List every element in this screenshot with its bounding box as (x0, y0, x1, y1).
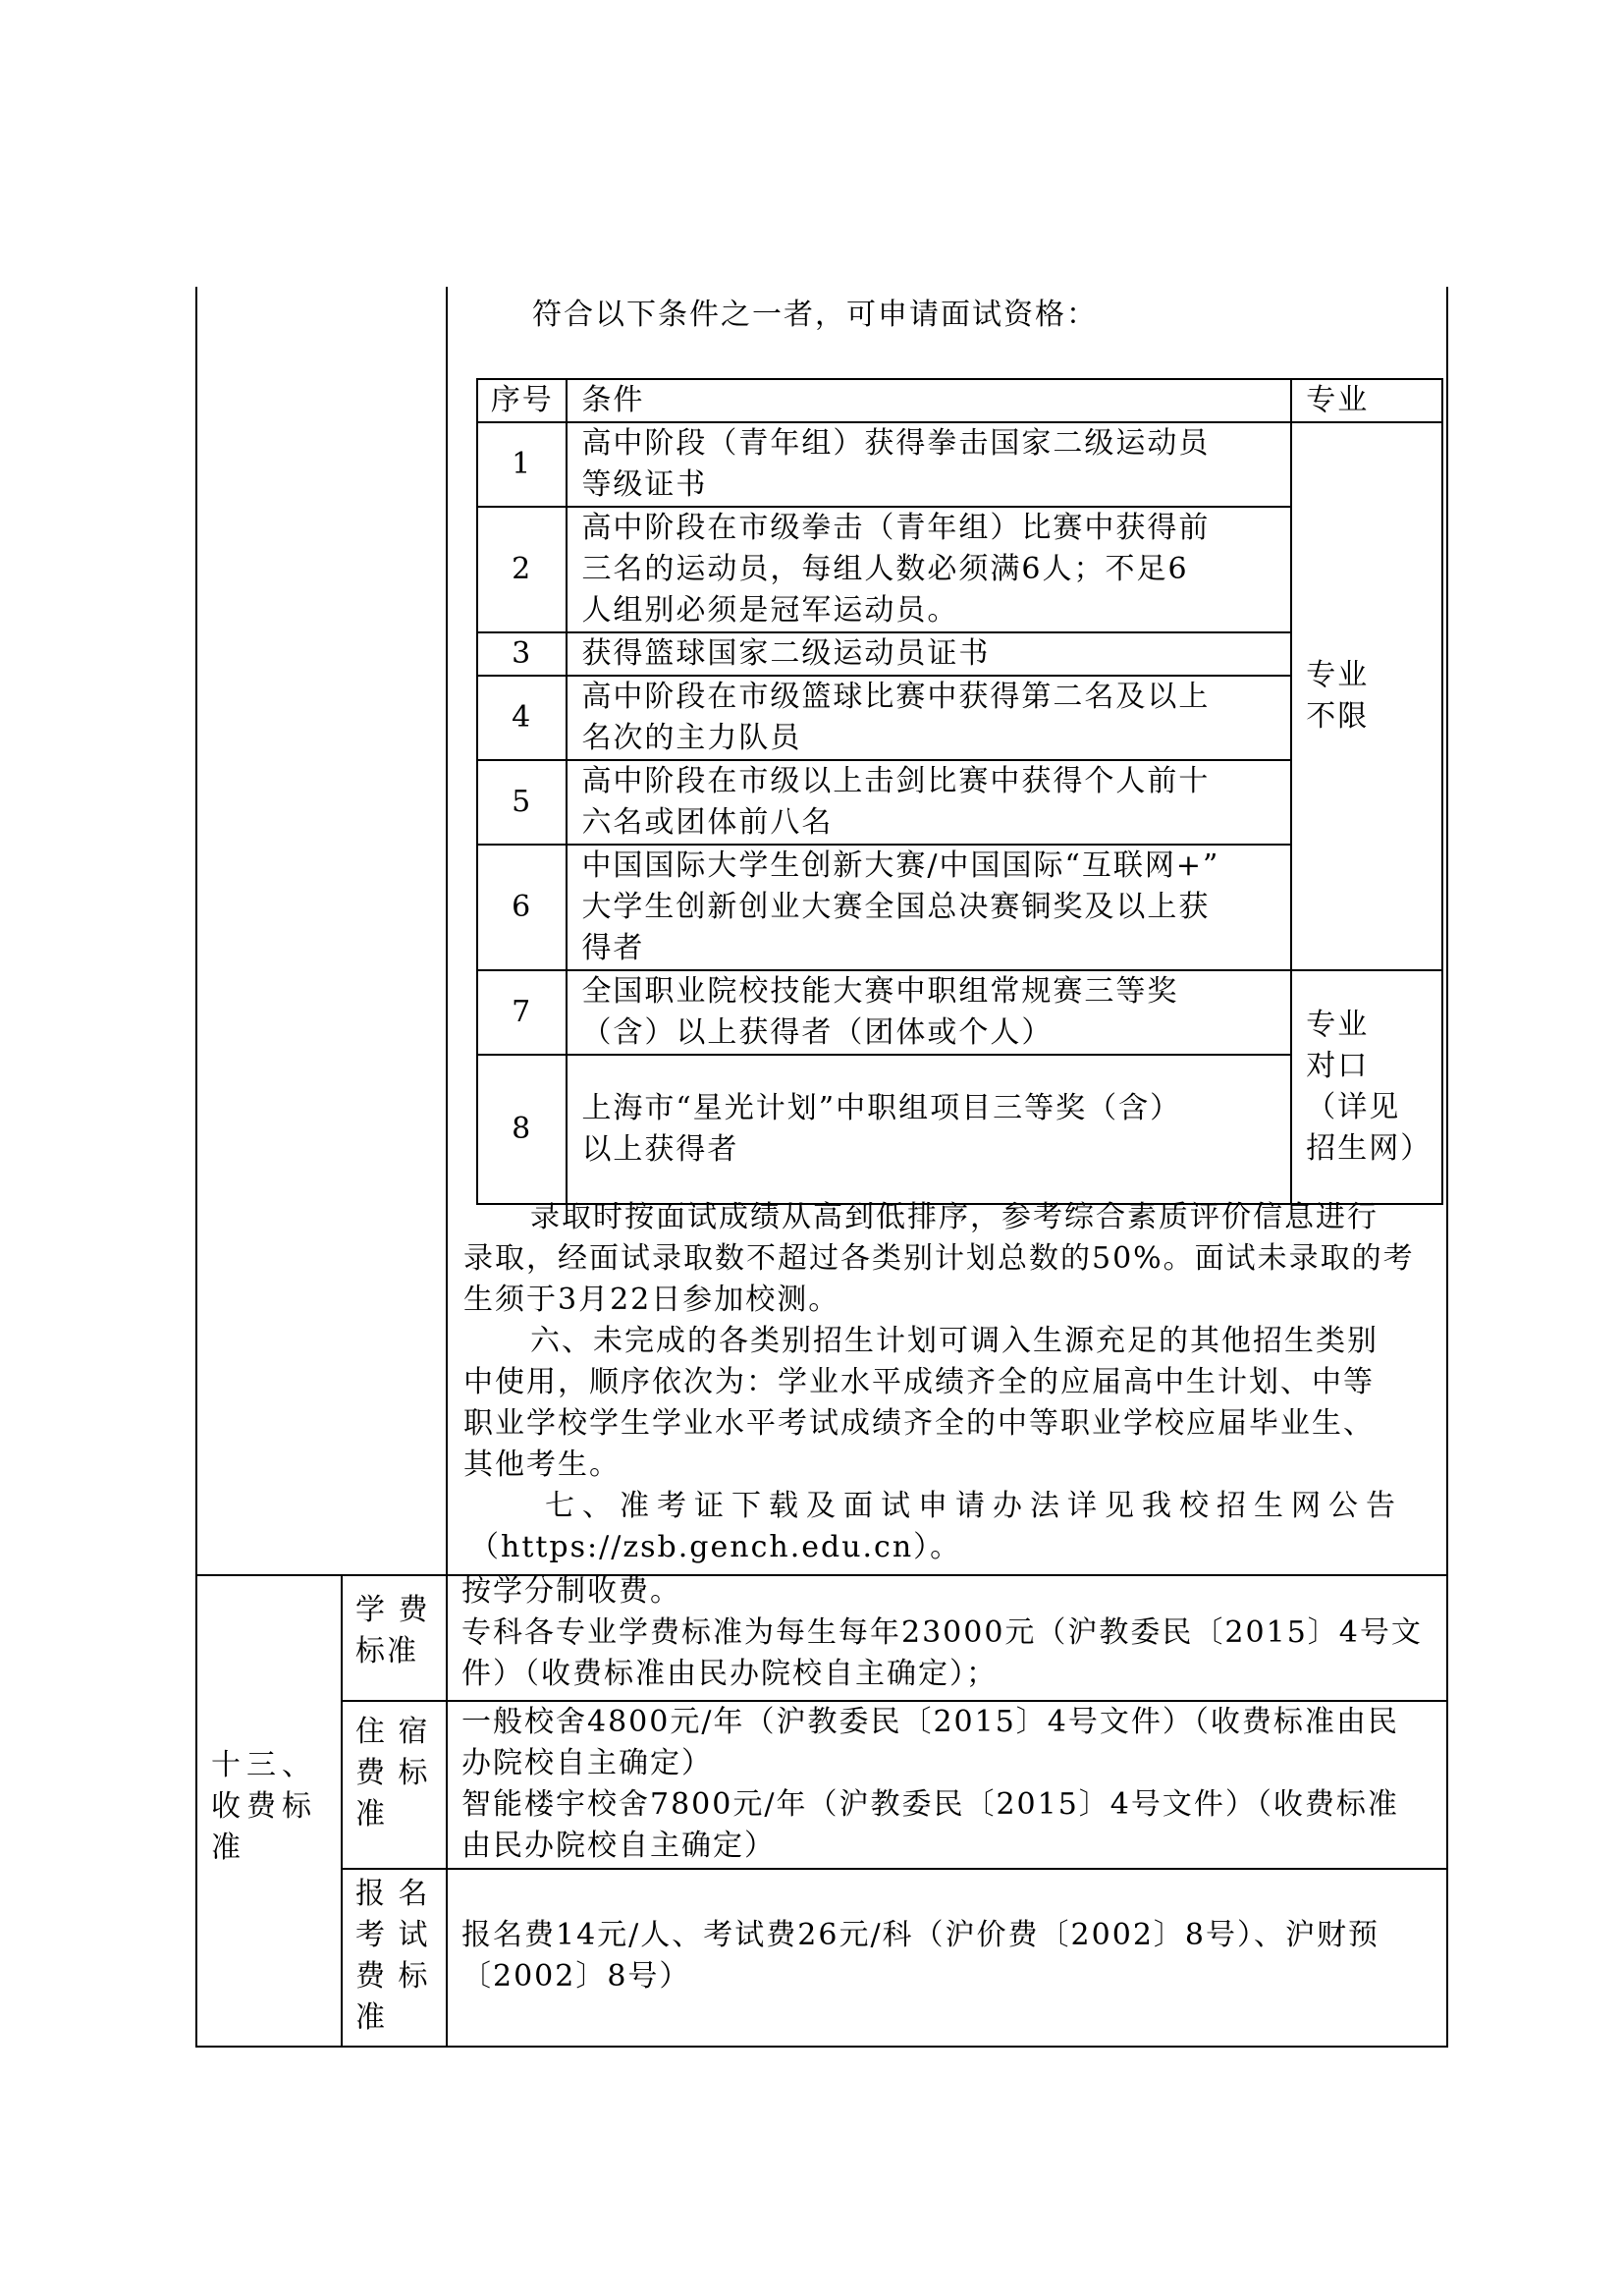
exam-fee-content: 报名费14元/人、考试费26元/科（沪价费〔2002〕8号）、沪财预 〔2002〕8号） (461, 1918, 1380, 1994)
row-condition: 获得篮球国家二级运动员证书 (567, 632, 1291, 676)
row-number: 7 (477, 970, 567, 1055)
item-seven-line-1: 七、准考证下载及面试申请办法详见我校招生网公告 (545, 1489, 1403, 1523)
frame-left-border (195, 287, 197, 2048)
row-number: 6 (477, 845, 567, 970)
major-unlimited-cell: 专业 不限 (1291, 422, 1442, 970)
table-header-row (477, 379, 1442, 422)
row-number: 5 (477, 760, 567, 845)
table-row (477, 970, 1442, 1055)
admission-rule-line-3: 生须于3月22日参加校测。 (463, 1283, 840, 1317)
row-condition: 高中阶段（青年组）获得拳击国家二级运动员 等级证书 (567, 422, 1291, 507)
fee-section-title: 十三、 收费标 准 (211, 1748, 317, 1865)
row-number: 1 (477, 422, 567, 507)
tuition-label: 学 费 标准 (355, 1593, 430, 1668)
row-condition: 中国国际大学生创新大赛/中国国际“互联网+” 大学生创新创业大赛全国总决赛铜奖及以上获 得者 (567, 845, 1291, 970)
row-number: 2 (477, 507, 567, 632)
fee-label-divider (341, 1575, 343, 2048)
table-row (477, 422, 1442, 507)
row-condition: 高中阶段在市级拳击（青年组）比赛中获得前 三名的运动员，每组人数必须满6人；不足6 人组别必须是冠军运动员。 (567, 507, 1291, 632)
accommodation-content: 一般校舍4800元/年（沪教委民〔2015〕4号文件）（收费标准由民 办院校自主确定） 智能楼宇校舍7800元/年（沪教委民〔2015〕4号文件）（收费标准 由民办院校自主确定） (461, 1705, 1399, 1863)
row-number: 4 (477, 676, 567, 760)
frame-bottom-border (195, 2046, 1448, 2048)
item-six-line-1: 六、未完成的各类别招生计划可调入生源充足的其他招生类别 (530, 1324, 1379, 1358)
admission-rule-line-1: 录取时按面试成绩从高到低排序，参考综合素质评价信息进行 (530, 1200, 1379, 1234)
accommodation-label: 住 宿 费 标 准 (355, 1715, 430, 1831)
fee-row-divider-2 (341, 1868, 1448, 1870)
interview-intro: 符合以下条件之一者，可申请面试资格： (532, 298, 1098, 332)
header-condition: 条件 (567, 379, 1291, 422)
frame-right-border (1446, 287, 1448, 2048)
row-condition: 高中阶段在市级篮球比赛中获得第二名及以上 名次的主力队员 (567, 676, 1291, 760)
item-six-line-3: 职业学校学生学业水平考试成绩齐全的中等职业学校应届毕业生、 (463, 1406, 1375, 1441)
admission-website-link[interactable]: （https://zsb.gench.edu.cn）。 (469, 1530, 962, 1564)
row-condition: 全国职业院校技能大赛中职组常规赛三等奖 （含）以上获得者（团体或个人） (567, 970, 1291, 1055)
exam-fee-label: 报 名 考 试 费 标 准 (355, 1877, 430, 2035)
major-matching-cell: 专业 对口 （详见 招生网） (1291, 970, 1442, 1204)
header-no: 序号 (477, 379, 567, 422)
row-number: 3 (477, 632, 567, 676)
row-condition: 上海市“星光计划”中职组项目三等奖（含） 以上获得者 (567, 1055, 1291, 1204)
frame-content-divider (446, 287, 448, 2048)
header-major: 专业 (1291, 379, 1442, 422)
row-condition: 高中阶段在市级以上击剑比赛中获得个人前十 六名或团体前八名 (567, 760, 1291, 845)
admission-rule-line-2: 录取，经面试录取数不超过各类别计划总数的50%。面试未录取的考 (463, 1241, 1415, 1276)
item-six-line-4: 其他考生。 (463, 1448, 621, 1482)
conditions-table (476, 378, 1443, 1205)
row-number: 8 (477, 1055, 567, 1204)
tuition-content: 按学分制收费。 专科各专业学费标准为每生每年23000元（沪教委民〔2015〕4号文 件）（收费标准由民办院校自主确定）； (461, 1574, 1423, 1691)
item-six-line-2: 中使用，顺序依次为：学业水平成绩齐全的应届高中生计划、中等 (463, 1365, 1375, 1399)
